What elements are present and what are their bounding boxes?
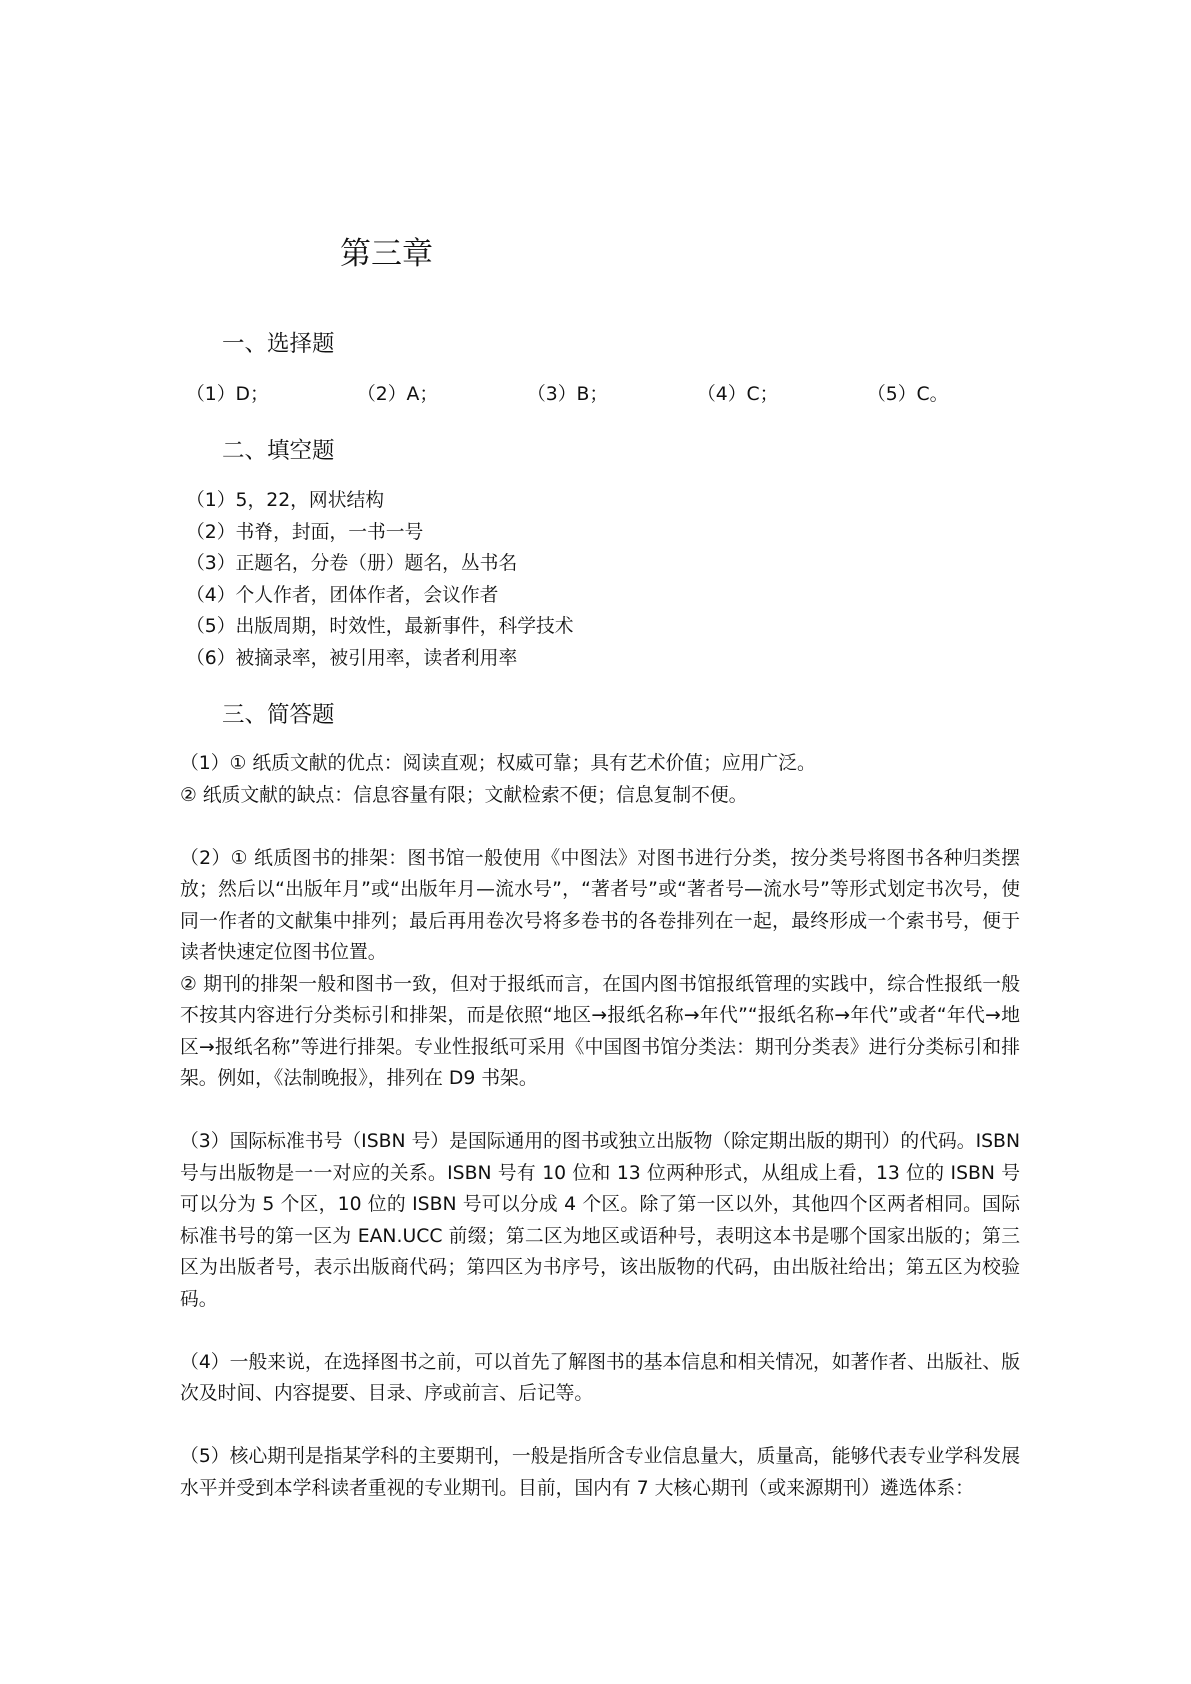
fill-answer-3: （3）正题名，分卷（册）题名，丛书名 — [186, 553, 518, 574]
fill-answer-6: （6）被摘录率，被引用率，读者利用率 — [186, 647, 518, 669]
short-answer-2 — [180, 843, 1020, 1095]
short-answer-2-books: （2）① 纸质图书的排架：图书馆一般使用《中图法》对图书进行分类，按分类号将图书各种归类摆放；然后以“出版年月”或“出版年月—流水号”，“著者号”或“著者号—流水号”等形式划定书次号，使同一作者的文献集中排列；最后再用卷次号将多卷书的各卷排列在一起，最终形成一个索书号，便于读者快速定位图书位置。 — [180, 847, 1020, 963]
choice-answer-1: （1）D； — [186, 384, 269, 405]
choice-answer-4: （4）C； — [697, 384, 779, 405]
fill-answers-list — [186, 485, 574, 674]
section-heading-fill: 二、填空题 — [222, 438, 335, 464]
fill-answer-5: （5）出版周期，时效性，最新事件，科学技术 — [186, 616, 574, 637]
fill-answer-4: （4）个人作者，团体作者，会议作者 — [186, 584, 499, 606]
short-answer-1 — [180, 748, 1020, 811]
section-heading-short: 三、简答题 — [222, 702, 335, 728]
short-answers — [180, 748, 1020, 1536]
short-answer-5: （5）核心期刊是指某学科的主要期刊，一般是指所含专业信息量大，质量高，能够代表专业学科发展水平并受到本学科读者重视的专业期刊。目前，国内有 7 大核心期刊（或来源期刊）遴选体系： — [180, 1446, 1020, 1499]
short-answer-1-advantages: （1）① 纸质文献的优点：阅读直观；权威可靠；具有艺术价值；应用广泛。 — [180, 753, 816, 774]
short-answer-1-disadvantages: ② 纸质文献的缺点：信息容量有限；文献检索不便；信息复制不便。 — [180, 784, 748, 806]
short-answer-4: （4）一般来说，在选择图书之前，可以首先了解图书的基本信息和相关情况，如著作者、出版社、版次及时间、内容提要、目录、序或前言、后记等。 — [180, 1351, 1020, 1404]
fill-answer-1: （1）5，22，网状结构 — [186, 490, 385, 511]
choice-answers-row — [0, 379, 1191, 411]
choice-answer-5: （5）C。 — [867, 384, 949, 405]
choice-answer-3: （3）B； — [527, 384, 609, 405]
short-answer-2-periodicals: ② 期刊的排架一般和图书一致，但对于报纸而言，在国内图书馆报纸管理的实践中，综合性报纸一般不按其内容进行分类标引和排架，而是依照“地区→报纸名称→年代”“报纸名称→年代”或者“年代→地区→报纸名称”等进行排架。专业性报纸可采用《中国图书馆分类法：期刊分类表》进行分类标引和排架。例如，《法制晚报》，排列在 D9 书架。 — [180, 973, 1020, 1089]
section-heading-choice: 一、选择题 — [222, 331, 335, 357]
short-answer-3: （3）国际标准书号（ISBN 号）是国际通用的图书或独立出版物（除定期出版的期刊）的代码。ISBN 号与出版物是一一对应的关系。ISBN 号有 10 位和 13 位两种形式，从组成上看，13 位的 ISBN 号可以分为 5 个区，10 位的 ISBN 号可以分成 4 个区。除了第一区以外，其他四个区两者相同。国际标准书号的第一区为 EAN.UCC 前缀；第二区为地区或语种号，表明这本书是哪个国家出版的；第三区为出版者号，表示出版商代码；第四区为书序号，该出版物的代码，由出版社给出；第五区为校验码。 — [180, 1131, 1020, 1310]
chapter-title: 第三章 — [340, 236, 433, 272]
fill-answer-2: （2）书脊，封面，一书一号 — [186, 521, 424, 543]
choice-answer-2: （2）A； — [357, 384, 439, 405]
